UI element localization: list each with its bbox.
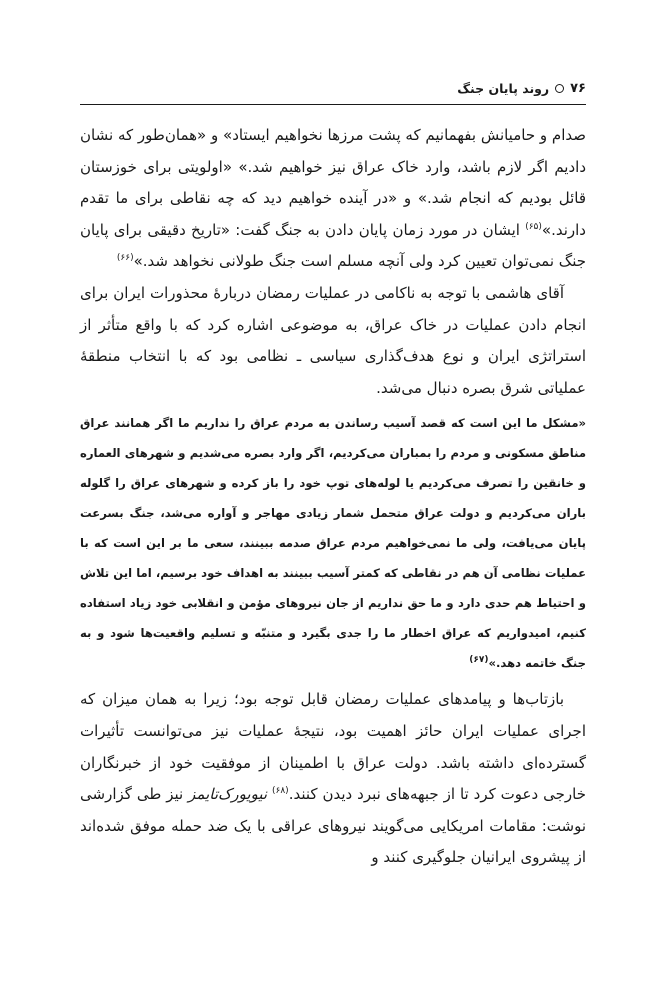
running-header: [80, 76, 586, 100]
circle-bullet-icon: [555, 84, 564, 93]
footnote-ref-65: (۶۵): [525, 221, 542, 232]
footnote-ref-66: (۶۶): [116, 253, 134, 264]
page-number: ۷۶: [570, 80, 586, 96]
header-rule: [80, 104, 586, 105]
paragraph-3: [80, 684, 586, 874]
paragraph-1: [80, 120, 586, 278]
newspaper-name: نیویورک‌تایمز: [188, 785, 268, 804]
page-body: [80, 120, 586, 874]
block-quote-text: «مشکل ما این است که قصد آسیب رساندن به مردم عراق را نداریم ما اگر همانند عراق مناطق مسکونی و مردم را بمباران می‌کردیم، اگر وارد بصره می‌شدیم و شهرهای العماره و خانقین را تصرف می‌کردیم یا لوله‌های توپ خود را باز کرده و شهرهای عراق را گلوله باران می‌کردیم و دولت عراق متحمل شمار زیادی مهاجر و آواره می‌شد، جنگ بسرعت پایان می‌یافت، ولی ما نمی‌خواهیم مردم عراق صدمه ببینند، سعی ما بر این است که با عملیات نظامی آن هم در نقاطی که کمتر آسیب ببینند به اهداف خود برسیم، اما این تلاش و احتیاط هم حدی دارد و ما حق نداریم از جان نیروهای مؤمن و انقلابی خود زیاد استفاده کنیم، امیدواریم که عراق اخطار ما را جدی بگیرد و متنبّه و تسلیم واقعیت‌ها شود و به جنگ خاتمه دهد.»: [80, 416, 586, 671]
paragraph-1-text-b: ایشان در مورد زمان پایان دادن به جنگ گفت: «تاریخ دقیقی برای پایان جنگ نمی‌توان تعیین کرد ولی آنچه مسلم است جنگ طولانی نخواهد شد.»: [80, 220, 586, 271]
paragraph-2: [80, 278, 586, 404]
block-quote: [80, 408, 586, 678]
paragraph-3-text-b: نیز طی گزارشی نوشت: مقامات امریکایی می‌گویند نیروهای عراقی با یک ضد حمله موفق شده‌اند از پیشروی ایرانیان جلوگیری کنند و: [80, 785, 586, 867]
footnote-ref-68: (۶۸): [271, 786, 289, 797]
paragraph-1-text-a: صدام و حامیانش بفهمانیم که پشت مرزها نخواهیم ایستاد» و «همان‌طور که نشان دادیم اگر لازم باشد، وارد خاک عراق نیز خواهیم شد.» «اولویتی برای خوزستان قائل بودیم که انجام شد.» و «در آینده خواهیم دید که چه نقاطی برای ما تقدم دارند.»: [80, 126, 586, 239]
paragraph-2-text: آقای هاشمی با توجه به ناکامی در عملیات رمضان دربارهٔ محذورات ایران برای انجام دادن عملیات در خاک عراق، به موضوعی اشاره کرد که با واقع متأثر از استراتژی ایران و نوع هدف‌گذاری سیاسی ـ نظامی بود که با انتخاب منطقهٔ عملیاتی شرق بصره دنبال می‌شد.: [80, 283, 586, 397]
paragraph-3-text-a: بازتاب‌ها و پیامدهای عملیات رمضان قابل توجه بود؛ زیرا به همان میزان که اجرای عملیات ایران حائز اهمیت بود، نتیجهٔ عملیات نیز می‌توانست تأثیرات گسترده‌ای داشته باشد. دولت عراق با اطمینان از موفقیت خود از خبرنگاران خارجی دعوت کرد تا از جبهه‌های نبرد دیدن کنند.: [80, 690, 586, 804]
footnote-ref-67: (۶۷): [469, 655, 489, 666]
running-title: روند پایان جنگ: [457, 80, 550, 96]
